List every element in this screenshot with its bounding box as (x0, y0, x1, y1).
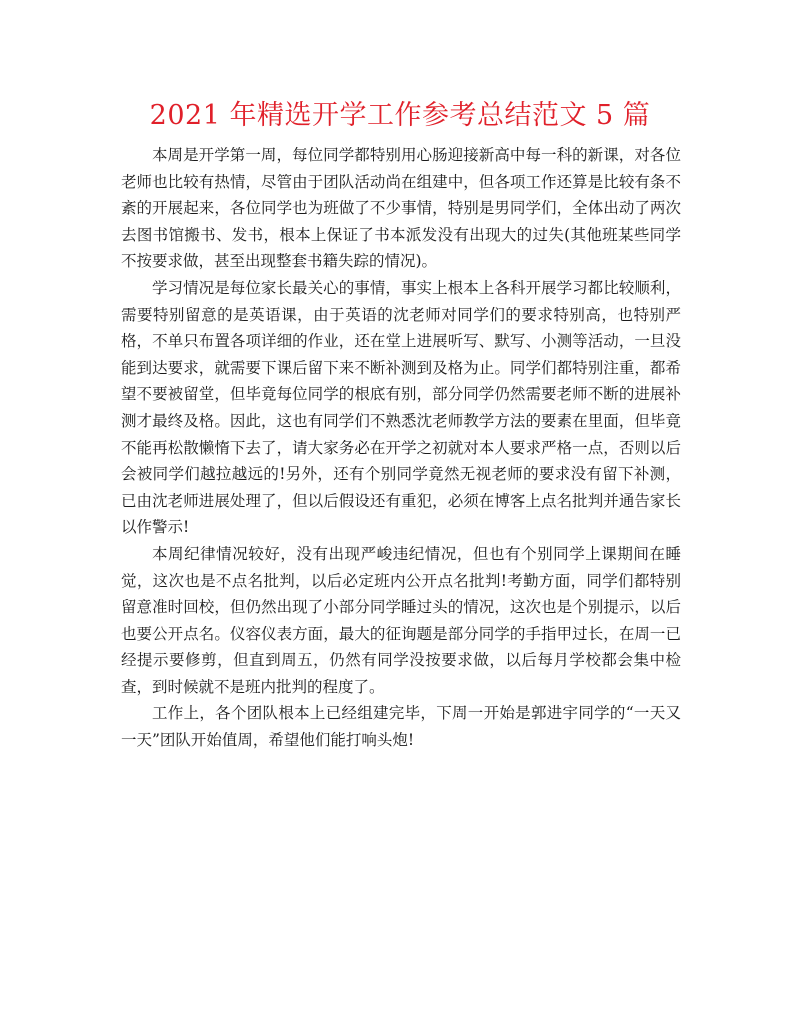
paragraph-1: 本周是开学第一周，每位同学都特别用心肠迎接新高中每一科的新课，对各位老师也比较有热情，尽管由于团队活动尚在组建中，但各项工作还算是比较有条不紊的开展起来，各位同学也为班做了不少事情，特别是男同学们，全体出动了两次去图书馆搬书、发书，根本上保证了书本派发没有出现大的过失(其他班某些同学不按要求做，甚至出现整套书籍失踪的情况)。 (121, 146, 681, 271)
paragraph-3: 本周纪律情况较好，没有出现严峻违纪情况，但也有个别同学上课期间在睡觉，这次也是不点名批判，以后必定班内公开点名批判!考勤方面，同学们都特别留意准时回校，但仍然出现了小部分同学睡过头的情况，这次也是个别提示，以后也要公开点名。仪容仪表方面，最大的征询题是部分同学的手指甲过长，在周一已经提示要修剪，但直到周五，仍然有同学没按要求做，以后每月学校都会集中检查，到时候就不是班内批判的程度了。 (121, 544, 681, 696)
document-body (121, 142, 681, 754)
paragraph-2: 学习情况是每位家长最关心的事情，事实上根本上各科开展学习都比较顺利，需要特别留意的是英语课，由于英语的沈老师对同学们的要求特别高，也特别严格，不单只布置各项详细的作业，还在堂上进展听写、默写、小测等活动，一旦没能到达要求，就需要下课后留下来不断补测到及格为止。同学们都特别注重，都希望不要被留堂，但毕竟每位同学的根底有别，部分同学仍然需要老师不断的进展补测才最终及格。因此，这也有同学们不熟悉沈老师教学方法的要素在里面，但毕竟不能再松散懒惰下去了，请大家务必在开学之初就对本人要求严格一点，否则以后会被同学们越拉越远的!另外，还有个别同学竟然无视老师的要求没有留下补测，已由沈老师进展处理了，但以后假设还有重犯，必须在博客上点名批判并通告家长以作警示! (121, 278, 681, 537)
page-title: 2021 年精选开学工作参考总结范文 5 篇 (149, 100, 651, 131)
paragraph-4: 工作上，各个团队根本上已经组建完毕，下周一开始是郭进宇同学的“一天又一天”团队开始值周，希望他们能打响头炮! (121, 704, 681, 750)
